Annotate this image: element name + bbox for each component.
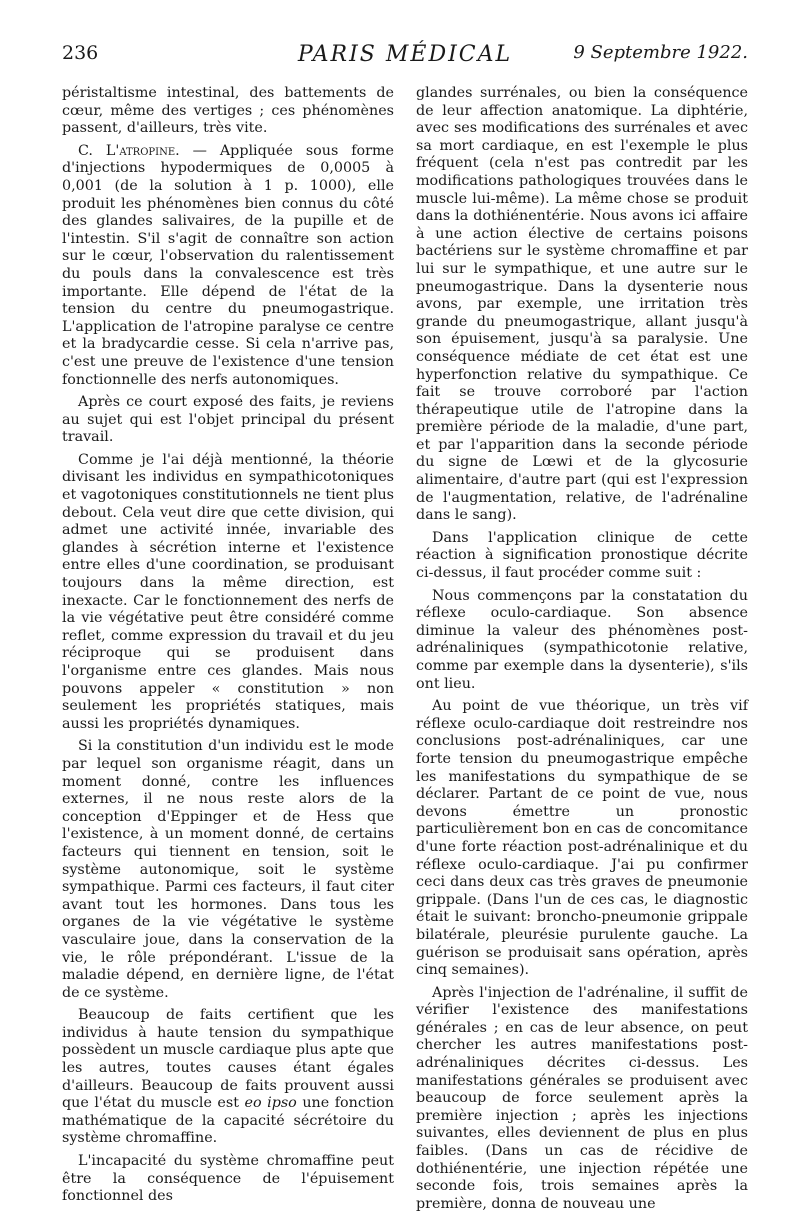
journal-title: PARIS MÉDICAL <box>297 42 513 67</box>
paragraph: Comme je l'ai déjà mentionné, la théorie divisant les individus en sympathicotoniques et vagotoniques constitutionnels ne tient plus debout. Cela veut dire que cette division, qui admet une activité innée, invariable des glandes à sécrétion interne et l'existence entre elles d'une coordination, se produisant toujours dans la même direction, est inexacte. Car le fonctionnement des nerfs de la vie végétative peut être considéré comme reflet, comme expression du travail et du jeu réciproque qui se produisent dans l'organisme entre ces glandes. Mais nous pouvons appeler « constitution » non seulement les propriétés statiques, mais aussi les propriétés dynamiques. <box>62 451 394 732</box>
paragraph: Après l'injection de l'adrénaline, il suffit de vérifier l'existence des manifestations générales ; en cas de leur absence, on peut chercher les autres manifestations post-adrénaliniques décrites ci-dessus. Les manifestations générales se produisent avec beaucoup de force seulement après la première injection ; après les injections suivantes, elles deviennent de plus en plus faibles. (Dans un cas de récidive de dothiénentérie, une injection répétée une seconde fois, trois semaines après la première, donna de nouveau une <box>416 984 748 1212</box>
paragraph-text: une fonction mathématique de la capacité sécrétoire du système chromaffine. <box>62 1095 394 1147</box>
paragraph: glandes surrénales, ou bien la conséquence de leur affection anatomique. La diphtérie, avec ses modifications des surrénales et avec sa mort cardiaque, en est l'exemple le plus fréquent (cela n'est pas contredit par les modifications pathologiques trouvées dans le muscle lui-même). La même chose se produit dans la dothiénentérie. Nous avons ici affaire à une action élective de certains poisons bactériens sur le système chromaffine et par lui sur le sympathique, et une autre sur le pneumogastrique. Dans la dysenterie nous avons, par exemple, une irritation très grande du pneumogastrique, allant jusqu'à son épuisement, jusqu'à sa paralysie. Une conséquence médiate de cet état est une hyperfonction relative du sympathique. Ce fait se trouve corroboré par l'action thérapeutique utile de l'atropine dans la première période de la maladie, d'une part, et par l'apparition dans la seconde période du signe de Lœwi et de la glycosurie alimentaire, d'autre part (qui est l'expression de l'augmentation, relative, de l'adrénaline dans le sang). <box>416 85 748 524</box>
paragraph: Si la constitution d'un individu est le mode par lequel son organisme réagit, dans un moment donné, contre les influences externes, il ne nous reste alors de la conception d'Eppinger et de Hess que l'existence, à un moment donné, de certains facteurs qui tiennent en tension, soit le système autonomique, soit le système sympathique. Parmi ces facteurs, il faut citer avant tout les hormones. Dans tous les organes de la vie végétative le système vasculaire joue, dans la conservation de la vie, le rôle prépondérant. L'issue de la maladie dépend, en dernière ligne, de l'état de ce système. <box>62 738 394 1001</box>
section-label: C. L'atropine. <box>78 142 180 159</box>
paragraph <box>62 1007 394 1148</box>
paragraph: Dans l'application clinique de cette réaction à signification pronostique décrite ci-dessus, il faut procéder comme suit : <box>416 529 748 582</box>
paragraph: L'incapacité du système chromaffine peut être la conséquence de l'épuisement fonctionnel des <box>62 1153 394 1205</box>
right-column <box>416 85 748 1218</box>
paragraph: Nous commençons par la constatation du réflexe oculo-cardiaque. Son absence diminue la valeur des phénomènes post-adrénaliniques (sympathicotonie relative, comme par exemple dans la dysenterie), s'ils ont lieu. <box>416 587 748 692</box>
paragraph: péristaltisme intestinal, des battements de cœur, même des vertiges ; ces phénomènes passent, d'ailleurs, très vite. <box>62 85 394 137</box>
paragraph-text: Beaucoup de faits certifient que les individus à haute tension du sympathique possèdent un muscle cardiaque plus apte que les autres, toutes causes étant égales d'ailleurs. Beaucoup de faits prouvent aussi que l'état du muscle est <box>62 1007 394 1112</box>
page-number: 236 <box>62 42 99 64</box>
emphasis: eo ipso <box>244 1095 297 1112</box>
left-column <box>62 85 394 1218</box>
article-body <box>62 85 748 1218</box>
paragraph: Après ce court exposé des faits, je reviens au sujet qui est l'objet principal du présent travail. <box>62 394 394 446</box>
page-header <box>62 42 748 82</box>
paragraph: Au point de vue théorique, un très vif réflexe oculo-cardiaque doit restreindre nos conclusions post-adrénaliniques, car une forte tension du pneumogastrique empêche les manifestations du sympathique de se déclarer. Partant de ce point de vue, nous devons émettre un pronostic particulièrement bon en cas de concomitance d'une forte réaction post-adrénalinique et du réflexe oculo-cardiaque. J'ai pu confirmer ceci dans deux cas très graves de pneumonie grippale. (Dans l'un de ces cas, le diagnostic était le suivant: broncho-pneumonie grippale bilatérale, pleurésie purulente gauche. La guérison se produisait sans opération, après cinq semaines). <box>416 698 748 979</box>
paragraph <box>62 143 394 389</box>
paragraph-text: — Appliquée sous forme d'injections hypodermiques de 0,0005 à 0,001 (de la solution à 1 p. 1000), elle produit les phénomènes bien connus du côté des glandes salivaires, de la pupille et de l'intestin. S'il s'agit de connaître son action sur le cœur, l'observation du ralentissement du pouls dans la convalescence est très importante. Elle dépend de l'état de la tension du centre du pneumogastrique. L'application de l'atropine paralyse ce centre et la bradycardie cesse. Si cela n'arrive pas, c'est une preuve de l'existence d'une tension fonctionnelle des nerfs autonomiques. <box>62 142 394 388</box>
issue-date: 9 Septembre 1922. <box>573 42 748 63</box>
